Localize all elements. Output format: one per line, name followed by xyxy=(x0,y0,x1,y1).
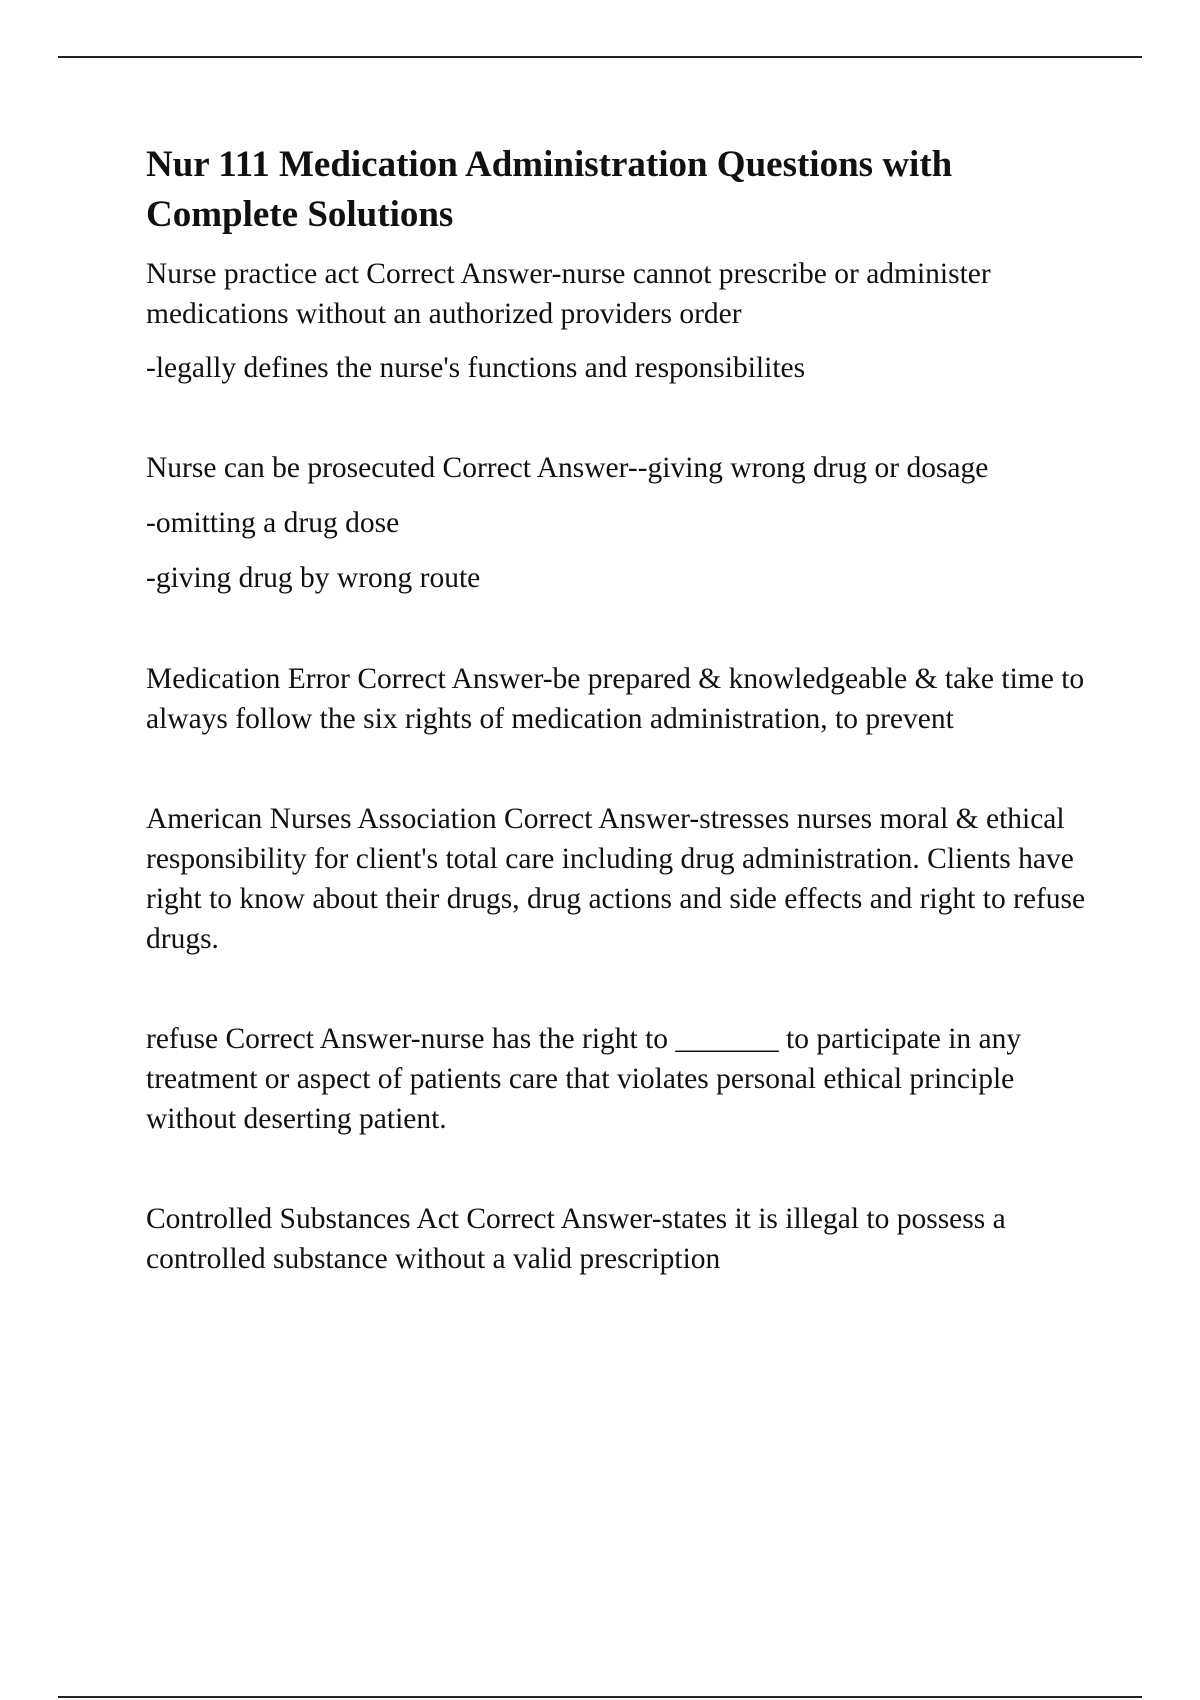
qa-entry-medication-error xyxy=(146,659,1096,739)
header-rule xyxy=(58,56,1142,58)
qa-entry-american-nurses-association xyxy=(146,799,1096,959)
document-title: Nur 111 Medication Administration Questions with Complete Solutions xyxy=(146,144,953,235)
entry-text: Controlled Substances Act Correct Answer-states it is illegal to possess a controlled substance without a valid prescription xyxy=(146,1203,1006,1275)
entry-text: Nurse practice act Correct Answer-nurse cannot prescribe or administer medications without an authorized providers order xyxy=(146,258,991,330)
entry-text: refuse Correct Answer-nurse has the right to _______ to participate in any treatment or aspect of patients care that violates personal ethical principle without deserting patient. xyxy=(146,1023,1022,1135)
qa-entry-controlled-substances-act xyxy=(146,1199,1096,1279)
entry-text: -giving drug by wrong route xyxy=(146,562,481,594)
footer-rule xyxy=(58,1696,1142,1698)
entry-text: American Nurses Association Correct Answer-stresses nurses moral & ethical responsibility for client's total care including drug administration. Clients have right to know about their drugs, drug actions and side effects and right to refuse drugs. xyxy=(146,803,1086,955)
qa-entry-refuse xyxy=(146,1019,1096,1139)
entry-text: -omitting a drug dose xyxy=(146,507,400,539)
entry-text: -legally defines the nurse's functions and responsibilites xyxy=(146,352,806,384)
qa-entry-nurse-practice-act xyxy=(146,254,1096,388)
entry-text: Nurse can be prosecuted Correct Answer--giving wrong drug or dosage xyxy=(146,452,989,484)
document-body xyxy=(146,140,1096,1339)
qa-entry-nurse-prosecuted xyxy=(146,448,1096,599)
entry-text: Medication Error Correct Answer-be prepared & knowledgeable & take time to always follow the six rights of medication administration, to prevent xyxy=(146,663,1085,735)
